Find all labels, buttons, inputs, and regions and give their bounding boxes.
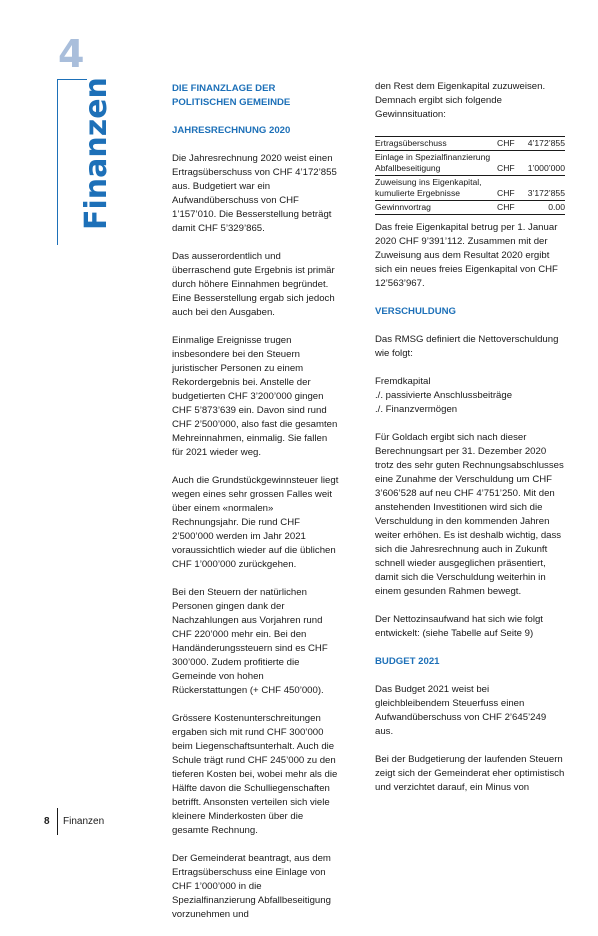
paragraph: Das RMSG definiert die Nettoverschuldung wie folgt:: [375, 334, 559, 359]
table-cell-label: Zuweisung ins Eigenkapital, kumulierte Ergebnisse: [375, 176, 493, 201]
table-cell-label: Gewinnvortrag: [375, 201, 493, 215]
paragraph: Das ausserordentlich und überraschend gute Ergebnis ist primär durch höhere Einnahmen begründet. Eine Besserstellung ergab sich jedoch auch bei den Ausgaben.: [172, 251, 335, 318]
paragraph: Für Goldach ergibt sich nach dieser Berechnungsart per 31. Dezember 2020 trotz des sehr guten Rechnungsabschlusses eine Zunahme der Verschuldung um CHF 3’606’528 auf neu CHF 4’751’250. Mit den anstehenden Investitionen wird sich die Verschuldung in den kommenden Jahren weiter erhöhen. Es ist deshalb wichtig, dass sich die Jahresrechnung auch in Zukunft schnell wieder ausgeglichen präsentiert, damit sich die Verschuldung weiterhin in einem gesunden Rahmen bewegt.: [375, 432, 564, 597]
list-item: ./. Finanzvermögen: [375, 404, 458, 415]
list-item: ./. passivierte Anschlussbeiträge: [375, 390, 513, 401]
right-column: [375, 80, 565, 809]
debt-formula-list: [375, 375, 565, 417]
paragraph: Der Nettozinsaufwand hat sich wie folgt entwickelt: (siehe Tabelle auf Seite 9): [375, 614, 543, 639]
list-item: Fremdkapital: [375, 376, 431, 387]
paragraph: Auch die Grundstückgewinnsteuer liegt wegen eines sehr grossen Falles weit über einem «normalen» Rechnungsjahr. Die rund CHF 2’500’000 werden im Jahr 2021 voraussichtlich wieder auf die üblichen CHF 1’000’000 zurückgehen.: [172, 475, 339, 570]
table-cell-currency: CHF: [493, 137, 519, 151]
footer-rule: [57, 808, 58, 835]
paragraph: Das freie Eigenkapital betrug per 1. Januar 2020 CHF 9’391’112. Zusammen mit der Zuweisung aus dem Resultat 2020 ergibt sich ein neues freies Eigenkapital von CHF 12’563’967.: [375, 222, 558, 289]
table-row: [375, 176, 565, 201]
page-number: 8: [44, 816, 50, 827]
section-heading-jahresrechnung: JAHRESRECHNUNG 2020: [172, 125, 291, 136]
table-cell-currency: CHF: [493, 176, 519, 201]
table-cell-amount: 3’172’855: [519, 176, 565, 201]
footer-label: Finanzen: [63, 816, 105, 827]
table-row: [375, 151, 565, 176]
paragraph: Der Gemeinderat beantragt, aus dem Ertragsüberschuss eine Einlage von CHF 1’000’000 in die Spezialfinanzierung Abfallbeseitigung vorzunehmen und: [172, 853, 331, 920]
left-column: [172, 82, 340, 936]
paragraph: Das Budget 2021 weist bei gleichbleibendem Steuerfuss einen Aufwandüberschuss von CHF 2’645’249 aus.: [375, 684, 547, 737]
chapter-vertical-rule: [57, 80, 58, 245]
paragraph: Bei der Budgetierung der laufenden Steuern zeigt sich der Gemeinderat eher optimistisch und verzichtet darauf, ein Minus von: [375, 754, 565, 793]
table-cell-label: Ertragsüberschuss: [375, 137, 493, 151]
table-cell-label: Einlage in Spezialfinanzierung Abfallbeseitigung: [375, 151, 493, 176]
section-heading-verschuldung: VERSCHULDUNG: [375, 306, 457, 317]
table-cell-currency: CHF: [493, 201, 519, 215]
section-heading-budget: BUDGET 2021: [375, 656, 440, 667]
chapter-number: 4: [58, 32, 85, 76]
paragraph: Bei den Steuern der natürlichen Personen gingen dank der Nachzahlungen aus Vorjahren rund CHF 220’000 mehr ein. Bei den Handänderungssteuern sind es CHF 300’000. Zudem profitierte die Gemeinde von hohen Rückerstattungen (+ CHF 450’000).: [172, 587, 328, 696]
section-heading-main: DIE FINANZLAGE DER POLITISCHEN GEMEINDE: [172, 83, 291, 108]
paragraph: Die Jahresrechnung 2020 weist einen Ertragsüberschuss von CHF 4’172’855 aus. Budgetiert war ein Aufwandüberschuss von CHF 1’157’010. Die Besserstellung beträgt damit CHF 5’329’865.: [172, 153, 337, 234]
paragraph: Grössere Kostenunterschreitungen ergaben sich mit rund CHF 300’000 beim Liegenschaftsunterhalt. Auch die Schule trägt rund CHF 245’000 zu den tieferen Kosten bei, wobei mehr als die Hälfte davon die Schulliegenschaften betrifft. Ansonsten verteilen sich viele kleinere Minderkosten über die gesamte Rechnung.: [172, 713, 338, 836]
table-cell-amount: 1’000’000: [519, 151, 565, 176]
table-row: [375, 137, 565, 151]
table-cell-amount: 4’172’855: [519, 137, 565, 151]
chapter-title: Finanzen: [79, 77, 114, 230]
table-cell-amount: 0.00: [519, 201, 565, 215]
paragraph: den Rest dem Eigenkapital zuzuweisen. Demnach ergibt sich folgende Gewinnsituation:: [375, 81, 546, 120]
table-row: [375, 201, 565, 215]
table-cell-currency: CHF: [493, 151, 519, 176]
paragraph: Einmalige Ereignisse trugen insbesondere bei den Steuern juristischer Personen zu einem Rekordergebnis bei. Anstelle der budgetierten CHF 3’200’000 gingen CHF 5’873’639 ein. Davon sind rund CHF 2’500’000, also fast die gesamten Mehreinnahmen, einmalig. Sie fallen für 2021 wieder weg.: [172, 335, 338, 458]
profit-table: [375, 136, 565, 215]
